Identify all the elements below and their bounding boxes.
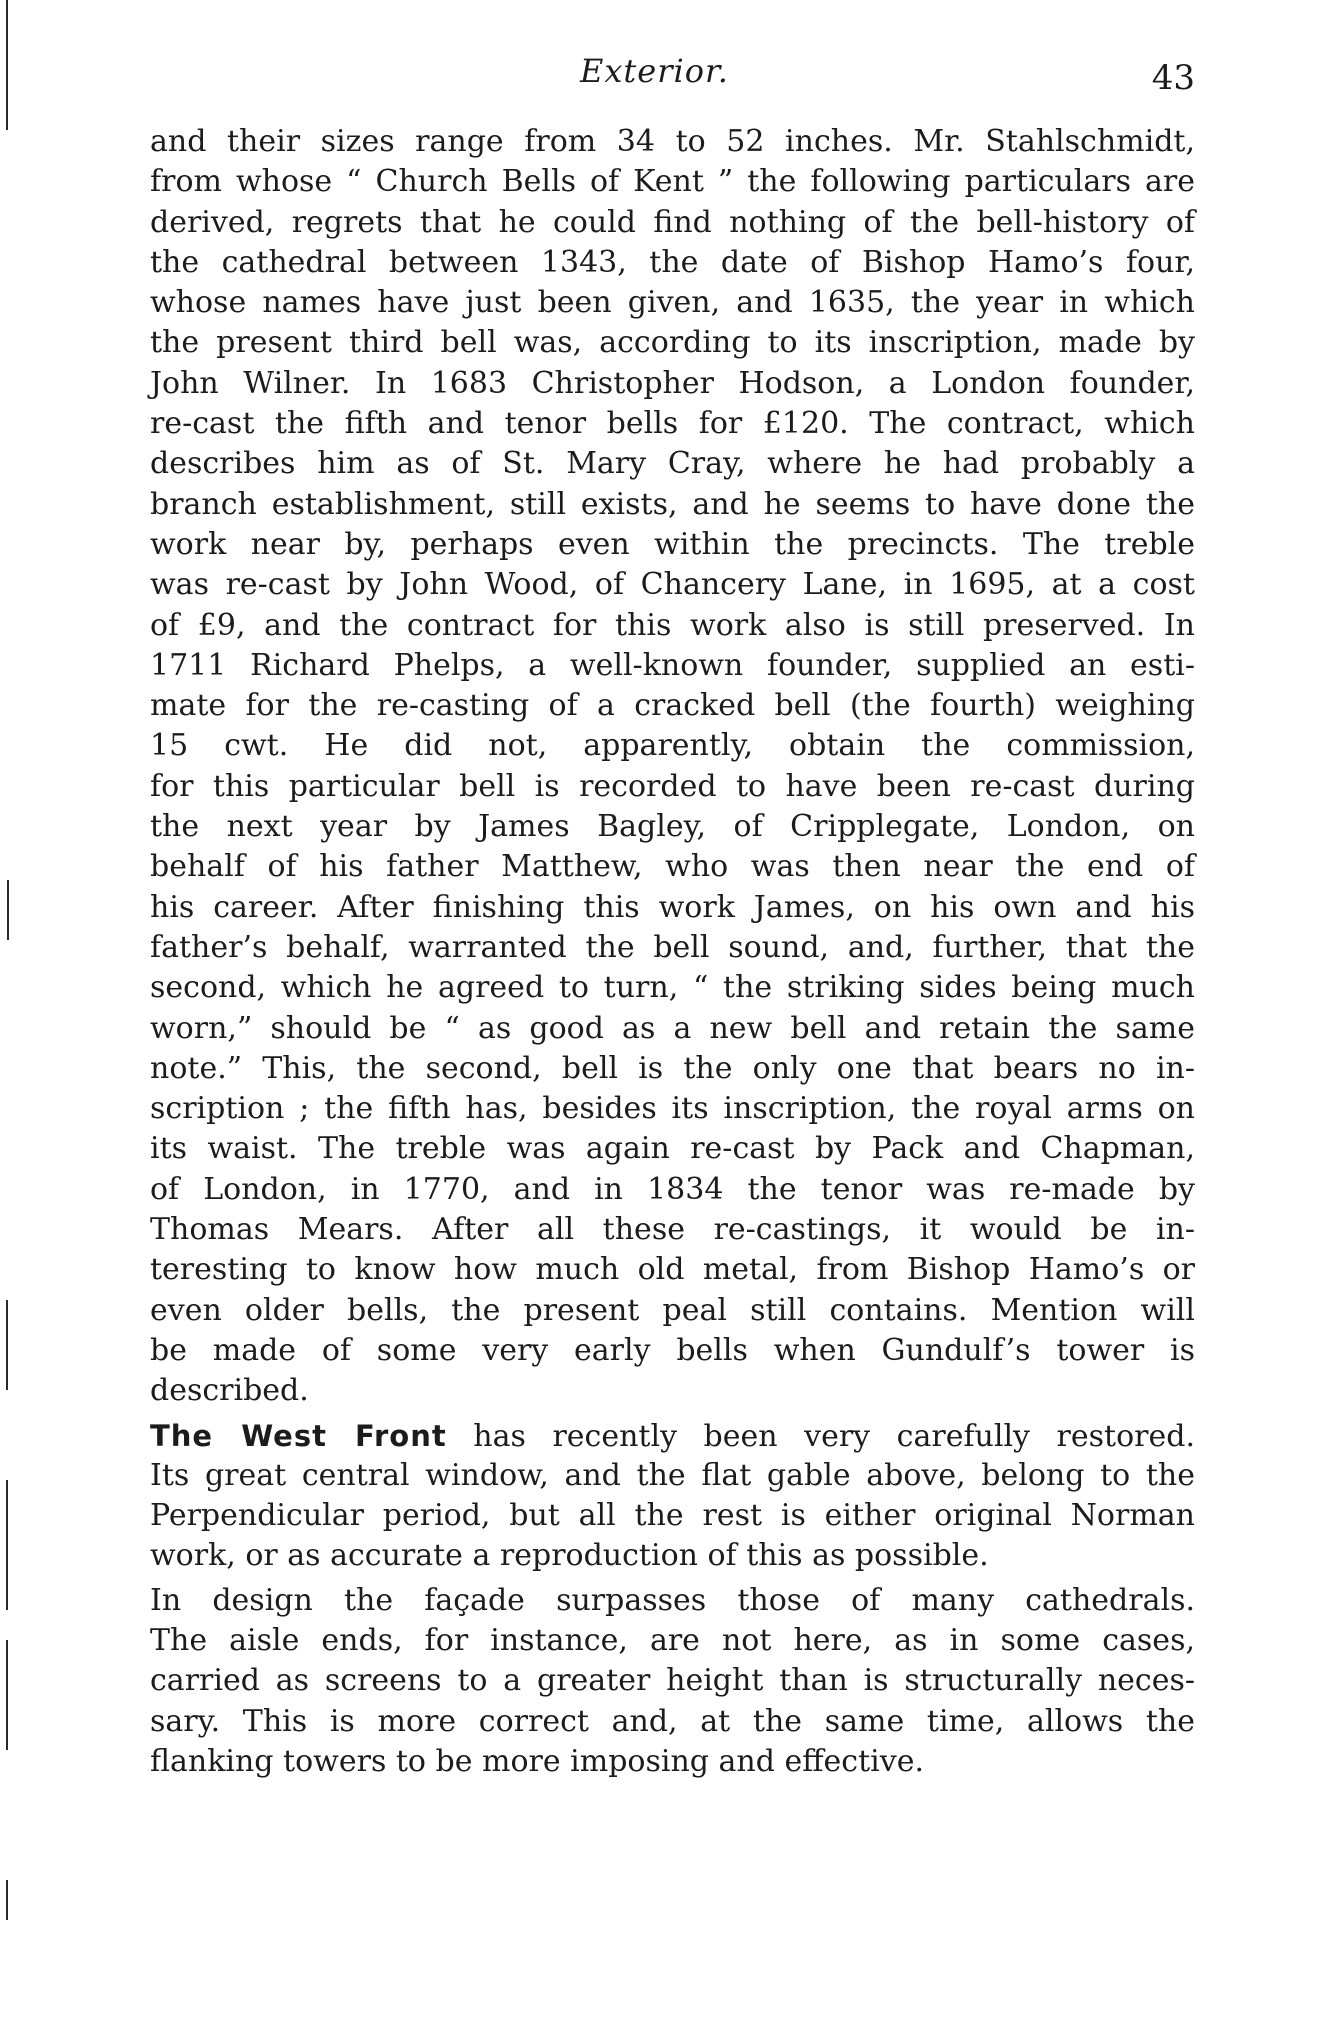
paragraph-bells xyxy=(150,122,1195,1412)
text-line: Perpendicular period, but all the rest is either original Norman xyxy=(150,1498,1195,1534)
text-line: branch establishment, still exists, and he seems to have done the xyxy=(150,486,1195,522)
text-line: 1711 Richard Phelps, a well-known founder, supplied an esti- xyxy=(150,647,1195,683)
text-line: note.” This, the second, bell is the only one that bears no in- xyxy=(150,1050,1195,1086)
text-line: In design the façade surpasses those of many cathedrals. xyxy=(150,1582,1195,1618)
text-line: the next year by James Bagley, of Cripplegate, London, on xyxy=(150,809,1195,845)
text-line: its waist. The treble was again re-cast by Pack and Chapman, xyxy=(150,1131,1195,1167)
text-line: second, which he agreed to turn, “ the striking sides being much xyxy=(150,970,1195,1006)
text-line: work, or as accurate a reproduction of this as possible. xyxy=(150,1538,989,1574)
paragraph-west-front xyxy=(150,1416,1195,1577)
text-line: the present third bell was, according to its inscription, made by xyxy=(150,325,1195,361)
text-line: Its great central window, and the flat gable above, belong to the xyxy=(150,1457,1195,1493)
paragraph-facade xyxy=(150,1581,1195,1782)
text-line: describes him as of St. Mary Cray, where he had probably a xyxy=(150,446,1195,482)
text-line: father’s behalf, warranted the bell sound, and, further, that the xyxy=(150,929,1195,965)
text-line: carried as screens to a greater height than is structurally neces- xyxy=(150,1663,1195,1699)
text-line: sary. This is more correct and, at the same time, allows the xyxy=(150,1703,1195,1739)
binding-edge-mark xyxy=(7,880,9,940)
text-line: even older bells, the present peal still contains. Mention will xyxy=(150,1292,1195,1328)
text-fragment: has recently been very carefully restored. xyxy=(473,1418,1195,1454)
text-line: be made of some very early bells when Gundulf’s tower is xyxy=(150,1332,1195,1368)
text-line: whose names have just been given, and 1635, the year in which xyxy=(150,285,1195,321)
text-line: The aisle ends, for instance, are not here, as in some cases, xyxy=(150,1622,1195,1658)
section-heading: The West Front xyxy=(150,1418,447,1453)
text-line: of London, in 1770, and in 1834 the tenor was re-made by xyxy=(150,1171,1195,1207)
text-line: Thomas Mears. After all these re-castings, it would be in- xyxy=(150,1212,1195,1248)
binding-edge-mark xyxy=(6,1300,8,1390)
text-line: scription ; the fifth has, besides its inscription, the royal arms on xyxy=(150,1091,1195,1127)
binding-edge-mark xyxy=(6,1880,8,1920)
text-line: teresting to know how much old metal, from Bishop Hamo’s or xyxy=(150,1252,1195,1288)
text-line: for this particular bell is recorded to have been re-cast during xyxy=(150,768,1195,804)
text-line: the cathedral between 1343, the date of Bishop Hamo’s four, xyxy=(150,244,1195,280)
binding-edge-mark xyxy=(6,0,8,130)
text-line-with-heading xyxy=(150,1416,1195,1456)
text-line: re-cast the fifth and tenor bells for £120. The contract, which xyxy=(150,406,1195,442)
text-line: derived, regrets that he could find nothing of the bell-history of xyxy=(150,204,1195,240)
running-head xyxy=(150,52,1195,122)
binding-edge-mark xyxy=(6,1480,8,1610)
text-line: 15 cwt. He did not, apparently, obtain the commission, xyxy=(150,728,1195,764)
text-line: John Wilner. In 1683 Christopher Hodson, a London founder, xyxy=(150,365,1195,401)
text-line: work near by, perhaps even within the precincts. The treble xyxy=(150,526,1195,562)
page-number: 43 xyxy=(1151,58,1195,98)
text-line: from whose “ Church Bells of Kent ” the following particulars are xyxy=(150,164,1195,200)
text-line: his career. After finishing this work James, on his own and his xyxy=(150,889,1195,925)
text-line: flanking towers to be more imposing and effective. xyxy=(150,1743,924,1779)
text-line: behalf of his father Matthew, who was then near the end of xyxy=(150,849,1195,885)
text-line: described. xyxy=(150,1373,309,1409)
book-page xyxy=(150,52,1195,1782)
text-line: was re-cast by John Wood, of Chancery Lane, in 1695, at a cost xyxy=(150,567,1195,603)
binding-edge-mark xyxy=(6,1640,8,1750)
text-line: worn,” should be “ as good as a new bell and retain the same xyxy=(150,1010,1195,1046)
text-line: mate for the re-casting of a cracked bell (the fourth) weighing xyxy=(150,688,1195,724)
text-line: and their sizes range from 34 to 52 inches. Mr. Stahlschmidt, xyxy=(150,124,1195,159)
running-title: Exterior. xyxy=(580,52,729,90)
text-line: of £9, and the contract for this work also is still preserved. In xyxy=(150,607,1195,643)
